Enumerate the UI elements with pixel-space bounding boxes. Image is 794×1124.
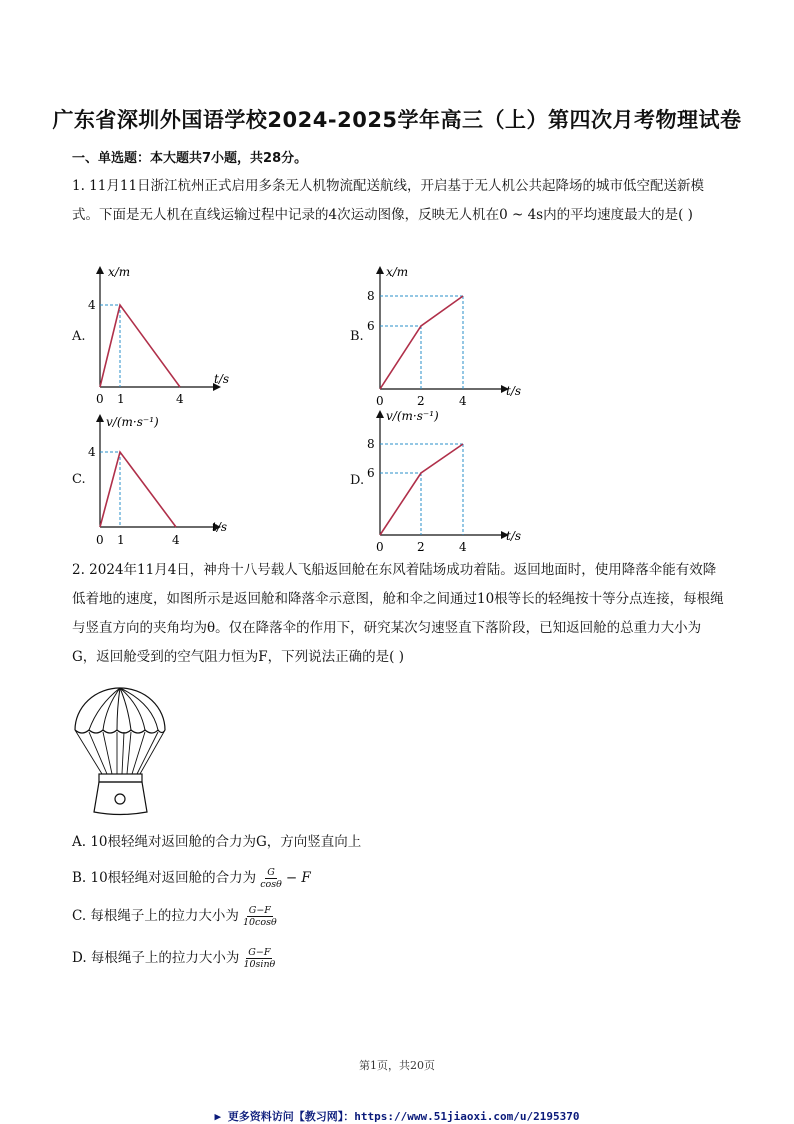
x-tick-label: 1 (117, 392, 125, 406)
origin-label: 0 (376, 394, 384, 408)
option-a-label: A. (72, 329, 86, 344)
x-tick-label: 1 (117, 533, 125, 547)
option-c-label: C. (72, 472, 86, 487)
fraction-denominator: 10cosθ (242, 917, 277, 928)
suspension-lines (75, 730, 165, 774)
x-axis-label: t/s (212, 520, 228, 534)
y-axis-arrow (96, 414, 104, 422)
fraction (241, 947, 277, 970)
y-tick-label: 6 (367, 466, 375, 480)
y-tick-label: 8 (367, 289, 375, 303)
choice-d (72, 946, 279, 970)
y-axis-arrow (376, 266, 384, 274)
choice-a: A. 10根轻绳对返回舱的合力为G，方向竖直向上 (72, 834, 362, 850)
fraction (258, 867, 284, 890)
x-tick-label: 4 (176, 392, 184, 406)
choice-c-text: C. 每根绳子上的拉力大小为 (72, 908, 239, 924)
x-tick-label: 4 (172, 533, 180, 547)
choice-b (72, 866, 311, 890)
x-axis-label: t/s (506, 529, 522, 543)
capsule-window (115, 794, 125, 804)
canopy (75, 688, 165, 730)
canopy-seam (117, 688, 120, 730)
choice-b-text: B. 10根轻绳对返回舱的合力为 (72, 870, 257, 886)
canopy-seam (120, 688, 158, 730)
graph-d (366, 404, 536, 554)
option-d-label: D. (350, 473, 365, 488)
origin-label: 0 (376, 540, 384, 554)
graph-b (366, 262, 536, 410)
y-axis-arrow (376, 410, 384, 418)
section-heading: 一、单选题：本大题共7小题，共28分。 (72, 151, 308, 166)
fraction-denominator: 10sinθ (243, 959, 276, 970)
y-axis-label: x/m (386, 265, 409, 279)
x-axis-label: t/s (214, 372, 230, 386)
y-tick-label: 8 (367, 437, 375, 451)
question-2-text: 2. 2024年11月4日，神舟十八号载人飞船返回舱在东风着陆场成功着陆。返回地面时，使用降落伞能有效降低着地的速度，如图所示是返回舱和降落伞示意图，舱和伞之间通过10根等长的轻绳按十等分点连接，每根绳与竖直方向的夹角均为θ。仅在降落伞的作用下，研究某次匀速竖直下落阶段，已知返回舱的总重力大小为G，返回舱受到的空气阻力恒为F，下列说法正确的是( ) (72, 562, 724, 665)
return-capsule (94, 782, 147, 815)
x-tick-label: 4 (459, 394, 467, 408)
y-axis-label: x/m (108, 265, 131, 279)
graph-line (100, 305, 180, 387)
fraction-denominator: cosθ (260, 879, 282, 890)
x-tick-label: 4 (459, 540, 467, 554)
x-tick-label: 2 (417, 540, 425, 554)
x-axis-label: t/s (506, 384, 522, 398)
graph-line (100, 452, 176, 527)
origin-label: 0 (96, 533, 104, 547)
choice-c (72, 904, 281, 928)
question-1-text: 1. 11月11日浙江杭州正式启用多条无人机物流配送航线，开启基于无人机公共起降场的城市低空配送新模式。下面是无人机在直线运输过程中记录的4次运动图像，反映无人机在0 ~ 4s内的平均速度最大的是( ) (72, 178, 705, 223)
page-footer: 第1页，共20页 (359, 1059, 435, 1072)
canopy-hem (75, 730, 165, 733)
graph-a (88, 262, 248, 410)
parachute-diagram (70, 683, 170, 819)
choice-b-suffix: − F (285, 870, 311, 886)
promo-link[interactable]: ▶ 更多资料访问【教习网】：https://www.51jiaoxi.com/u/2195370 (214, 1110, 580, 1123)
fraction-numerator: G (267, 867, 275, 878)
choice-d-text: D. 每根绳子上的拉力大小为 (72, 950, 240, 966)
origin-label: 0 (96, 392, 104, 406)
y-tick-label: 6 (367, 319, 375, 333)
fraction-numerator: G−F (248, 905, 271, 916)
fraction (241, 905, 279, 928)
option-b-label: B. (350, 329, 364, 344)
y-tick-label: 4 (88, 298, 96, 312)
capsule-top (99, 774, 142, 782)
x-tick-label: 2 (417, 394, 425, 408)
page-title: 广东省深圳外国语学校2024-2025学年高三（上）第四次月考物理试卷 (52, 108, 742, 132)
y-axis-label: v/(m·s⁻¹) (106, 415, 159, 429)
canopy-seam (120, 688, 145, 730)
graph-c (88, 408, 248, 550)
y-axis-arrow (96, 266, 104, 274)
y-axis-label: v/(m·s⁻¹) (386, 409, 439, 423)
canopy-seam (120, 688, 131, 730)
y-tick-label: 4 (88, 445, 96, 459)
fraction-numerator: G−F (248, 947, 271, 958)
